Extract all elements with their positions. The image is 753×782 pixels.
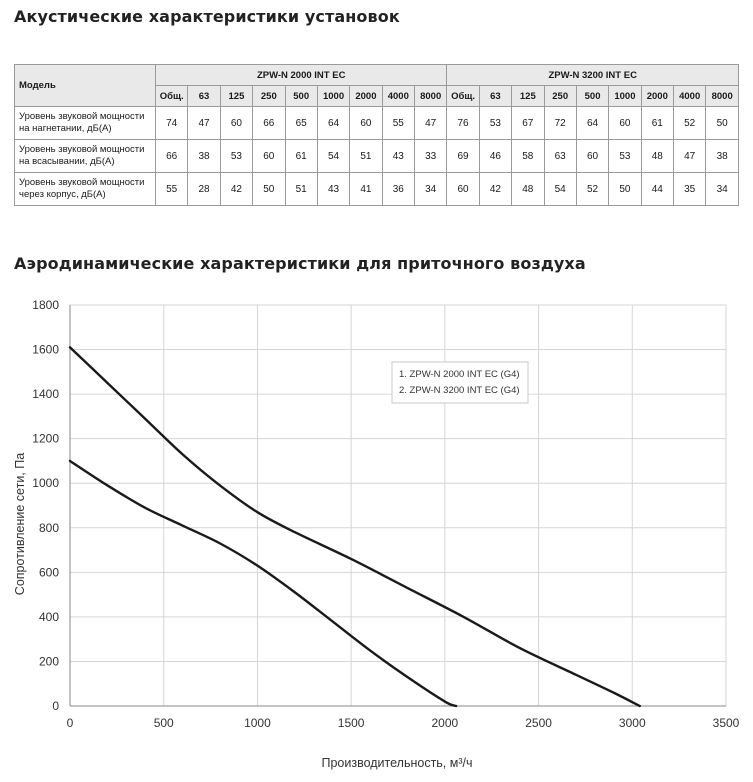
table-cell: 52 (576, 173, 608, 206)
freq-header: 63 (188, 86, 220, 107)
x-tick-label: 1500 (337, 716, 365, 730)
freq-header: 1000 (317, 86, 349, 107)
freq-header: 1000 (609, 86, 641, 107)
x-tick-label: 2500 (525, 716, 552, 730)
x-tick-label: 0 (66, 716, 74, 730)
table-cell: 53 (220, 140, 252, 173)
x-tick-label: 3500 (712, 716, 740, 730)
table-cell: 54 (544, 173, 576, 206)
freq-header: 2000 (350, 86, 382, 107)
table-cell: 55 (382, 107, 414, 140)
freq-header: 125 (512, 86, 544, 107)
freq-header: 125 (220, 86, 252, 107)
table-cell: 34 (706, 173, 739, 206)
table-cell: 60 (350, 107, 382, 140)
table-cell: 53 (479, 107, 511, 140)
legend-entry: 2. ZPW-N 3200 INT EC (G4) (399, 385, 520, 396)
table-cell: 67 (512, 107, 544, 140)
x-axis-label: Производительность, м³/ч (321, 756, 473, 770)
y-tick-label: 1000 (32, 476, 59, 491)
table-cell: 74 (156, 107, 188, 140)
table-cell: 65 (285, 107, 317, 140)
freq-header: 250 (253, 86, 285, 107)
aero-chart (0, 280, 753, 782)
table-cell: 46 (479, 140, 511, 173)
y-tick-label: 600 (38, 565, 59, 580)
y-tick-label: 0 (52, 699, 59, 713)
y-tick-label: 200 (38, 654, 59, 669)
freq-header: 250 (544, 86, 576, 107)
freq-header: 4000 (674, 86, 706, 107)
table-cell: 36 (382, 173, 414, 206)
freq-header: 8000 (415, 86, 447, 107)
table-header-models-row (15, 65, 739, 86)
row-label-line: на всасывании, дБ(А) (19, 156, 115, 167)
table-row (15, 173, 739, 206)
table-cell: 72 (544, 107, 576, 140)
table-cell: 35 (674, 173, 706, 206)
legend-entry: 1. ZPW-N 2000 INT EC (G4) (399, 369, 520, 380)
table-cell: 48 (512, 173, 544, 206)
table-cell: 43 (382, 140, 414, 173)
table-cell: 66 (253, 107, 285, 140)
freq-header: 4000 (382, 86, 414, 107)
table-cell: 38 (188, 140, 220, 173)
row-label-line: Уровень звуковой мощности (19, 143, 145, 155)
table-cell: 60 (253, 140, 285, 173)
acoustic-section-title: Акустические характеристики установок (14, 7, 400, 26)
freq-header: 8000 (706, 86, 739, 107)
table-row (15, 140, 739, 173)
table-cell: 33 (415, 140, 447, 173)
row-label (15, 107, 156, 140)
table-cell: 60 (447, 173, 479, 206)
table-cell: 55 (156, 173, 188, 206)
row-label-line: через корпус, дБ(А) (19, 189, 106, 200)
table-cell: 42 (220, 173, 252, 206)
y-axis-label: Сопротивление сети, Па (13, 452, 27, 596)
x-tick-label: 1000 (244, 716, 271, 730)
freq-header: 63 (479, 86, 511, 107)
row-label (15, 173, 156, 206)
table-cell: 63 (544, 140, 576, 173)
model-header-2: ZPW-N 3200 INT EC (447, 65, 739, 86)
table-cell: 53 (609, 140, 641, 173)
table-cell: 43 (317, 173, 349, 206)
table-cell: 64 (317, 107, 349, 140)
table-cell: 47 (674, 140, 706, 173)
table-cell: 38 (706, 140, 739, 173)
table-cell: 42 (479, 173, 511, 206)
y-tick-label: 1800 (32, 298, 59, 312)
table-cell: 48 (641, 140, 673, 173)
x-tick-label: 500 (153, 716, 174, 730)
aero-section-title: Аэродинамические характеристики для приточного воздуха (14, 254, 586, 273)
table-cell: 61 (641, 107, 673, 140)
y-tick-label: 400 (38, 609, 59, 624)
freq-header: 500 (576, 86, 608, 107)
table-cell: 61 (285, 140, 317, 173)
table-cell: 44 (641, 173, 673, 206)
chart-series (70, 347, 640, 706)
table-cell: 76 (447, 107, 479, 140)
y-tick-label: 800 (38, 520, 59, 535)
row-label-line: Уровень звуковой мощности (19, 110, 145, 122)
table-cell: 54 (317, 140, 349, 173)
chart-legend (392, 362, 528, 403)
model-header: Модель (15, 65, 156, 107)
freq-header: 2000 (641, 86, 673, 107)
table-cell: 58 (512, 140, 544, 173)
table-cell: 50 (253, 173, 285, 206)
table-cell: 66 (156, 140, 188, 173)
freq-header: Общ. (447, 86, 479, 107)
table-cell: 60 (576, 140, 608, 173)
series-line-2 (70, 347, 640, 706)
x-tick-label: 2000 (431, 716, 459, 730)
table-cell: 47 (188, 107, 220, 140)
table-cell: 64 (576, 107, 608, 140)
freq-header: Общ. (156, 86, 188, 107)
row-label-line: на нагнетании, дБ(А) (19, 123, 112, 134)
table-cell: 60 (220, 107, 252, 140)
row-label (15, 140, 156, 173)
table-cell: 50 (609, 173, 641, 206)
table-cell: 50 (706, 107, 739, 140)
table-row (15, 107, 739, 140)
x-tick-label: 3000 (618, 716, 646, 730)
table-cell: 28 (188, 173, 220, 206)
freq-header: 500 (285, 86, 317, 107)
table-cell: 34 (415, 173, 447, 206)
model-header-1: ZPW-N 2000 INT EC (156, 65, 447, 86)
table-cell: 51 (285, 173, 317, 206)
row-label-line: Уровень звуковой мощности (19, 176, 145, 188)
table-cell: 69 (447, 140, 479, 173)
table-cell: 60 (609, 107, 641, 140)
table-cell: 52 (674, 107, 706, 140)
y-tick-label: 1400 (32, 387, 59, 402)
table-cell: 41 (350, 173, 382, 206)
table-cell: 51 (350, 140, 382, 173)
y-tick-label: 1600 (32, 342, 59, 357)
acoustic-table (14, 64, 739, 206)
y-tick-label: 1200 (32, 431, 59, 446)
table-cell: 47 (415, 107, 447, 140)
chart-axes (32, 298, 739, 730)
